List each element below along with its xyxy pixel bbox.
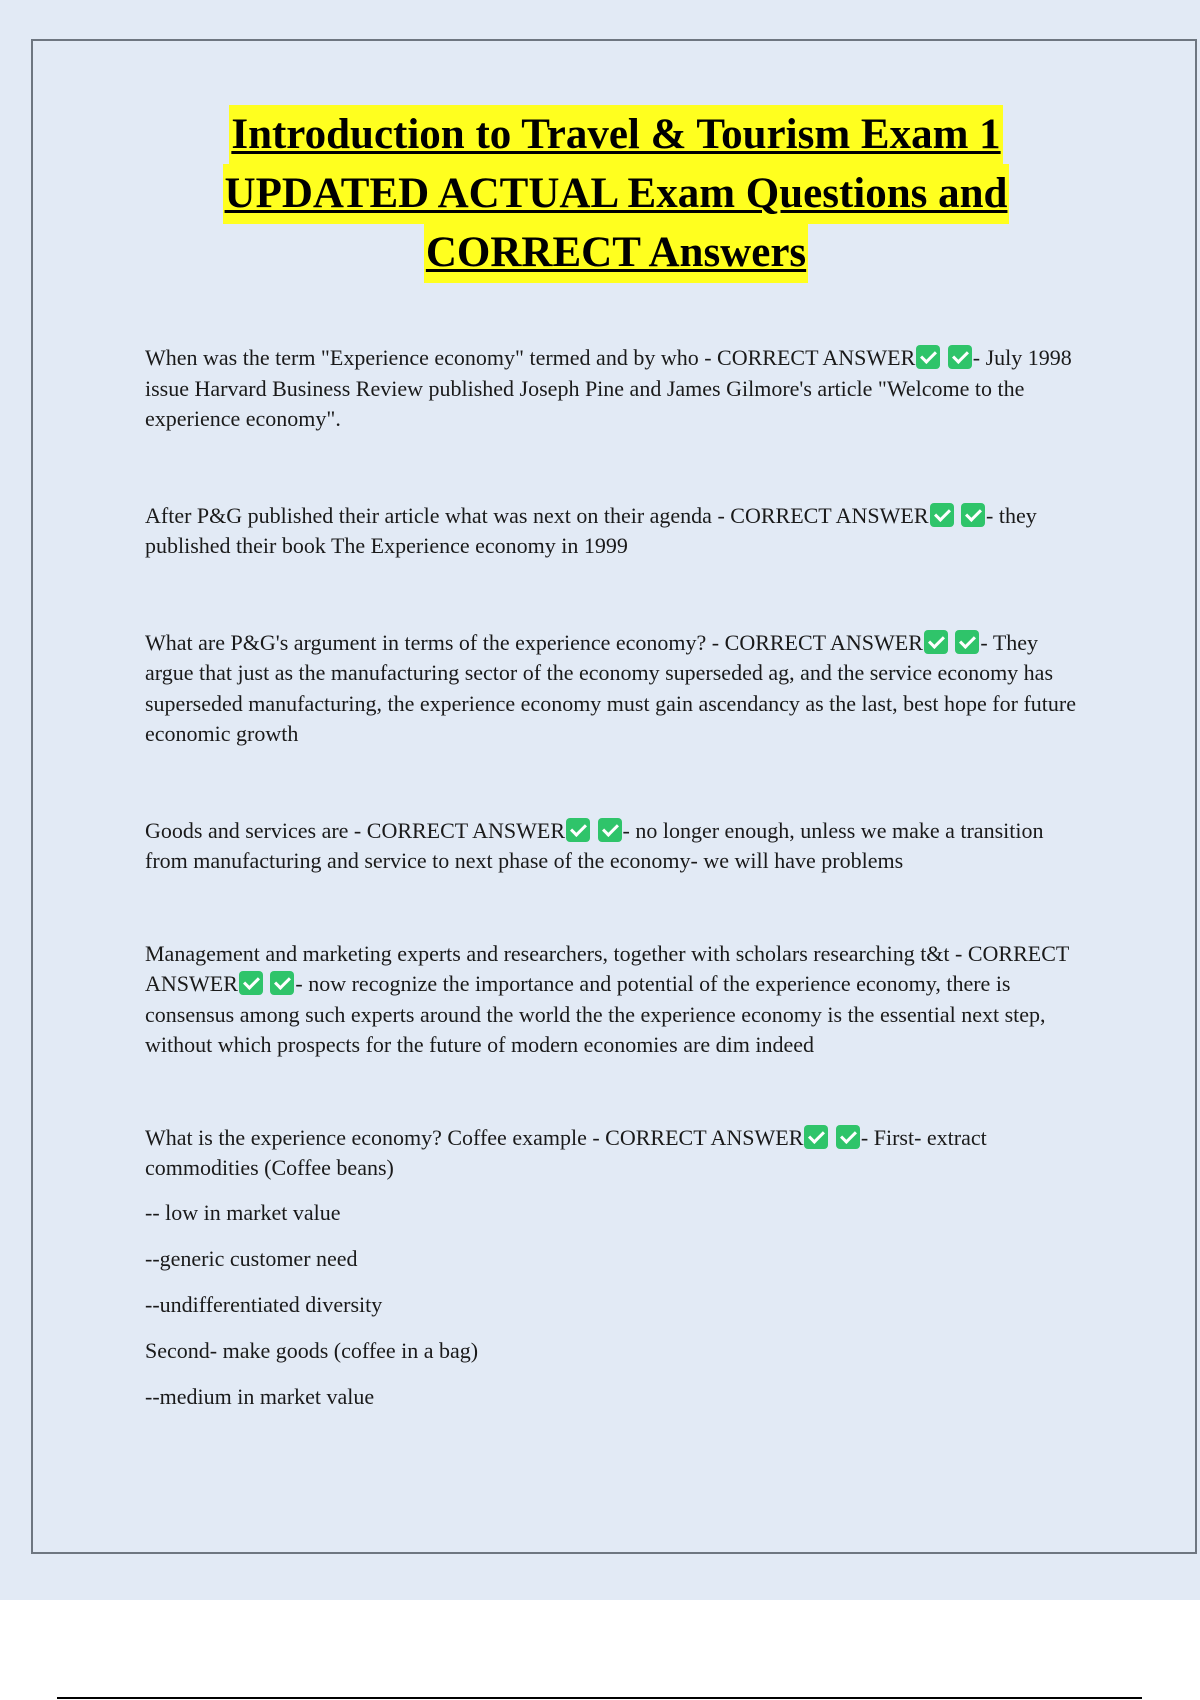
list-line-3: --undifferentiated diversity <box>145 1291 383 1317</box>
check-mark-icon <box>804 1125 828 1149</box>
document-title <box>0 105 1200 282</box>
answer-text: - no longer enough, unless we make a transition from manufacturing and service to next phase of the economy- we will have problems <box>145 817 1044 873</box>
check-mark-icon <box>955 630 979 654</box>
title-line-3: CORRECT Answers <box>424 223 808 283</box>
check-mark-icon <box>930 503 954 527</box>
list-line-2: --generic customer need <box>145 1245 358 1271</box>
question-text: What are P&G's argument in terms of the experience economy? - <box>145 629 725 655</box>
check-mark-icon <box>924 630 948 654</box>
check-mark-icon <box>270 971 294 995</box>
answer-text: - now recognize the importance and potential of the experience economy, there is consensus among such experts around the world the the experience economy is the essential next step, without which prospects for the future of modern economies are dim indeed <box>145 971 1046 1057</box>
answer-text: - July 1998 issue Harvard Business Review published Joseph Pine and James Gilmore's article "Welcome to the experience economy". <box>145 345 1072 431</box>
answer-marker: CORRECT ANSWER <box>366 817 566 843</box>
check-mark-icon <box>566 818 590 842</box>
check-mark-icon <box>598 818 622 842</box>
question-text: After P&G published their article what was next on their agenda - <box>145 502 731 528</box>
answer-marker: CORRECT ANSWER <box>724 629 923 655</box>
document-body <box>145 343 1085 1412</box>
qa-item-5 <box>145 939 1085 1061</box>
qa-item-6 <box>145 1123 1085 1184</box>
list-line-5: --medium in market value <box>145 1383 375 1409</box>
question-text: What is the experience economy? Coffee example - <box>145 1124 606 1150</box>
qa-item-2 <box>145 501 1085 562</box>
answer-text: - First- extract commodities (Coffee beans) <box>145 1124 987 1180</box>
title-line-2: UPDATED ACTUAL Exam Questions and <box>223 164 1010 224</box>
answer-marker: CORRECT ANSWER <box>730 502 929 528</box>
answer-marker: CORRECT ANSWER <box>605 1124 804 1150</box>
qa-item-3 <box>145 628 1085 750</box>
answer-text: - they published their book The Experience economy in 1999 <box>145 502 1037 558</box>
title-line-1: Introduction to Travel & Tourism Exam 1 <box>229 105 1002 165</box>
answer-marker: CORRECT ANSWER <box>717 345 916 370</box>
footer-rule <box>57 1697 1142 1699</box>
list-line-4: Second- make goods (coffee in a bag) <box>145 1337 479 1363</box>
check-mark-icon <box>961 503 985 527</box>
answer-marker: CORRECT ANSWER <box>145 940 1069 996</box>
question-text: Management and marketing experts and researchers, together with scholars researching t&t - <box>145 940 968 966</box>
check-mark-icon <box>239 971 263 995</box>
check-mark-icon <box>948 345 972 369</box>
question-text: Goods and services are - <box>145 817 367 843</box>
qa-item-1 <box>145 343 1085 435</box>
list-line-1: -- low in market value <box>145 1199 341 1225</box>
check-mark-icon <box>836 1125 860 1149</box>
qa-item-4 <box>145 816 1085 877</box>
question-text: When was the term "Experience economy" termed and by who - <box>145 345 718 370</box>
answer-text: - They argue that just as the manufacturing sector of the economy superseded ag, and the service economy has superseded manufacturing, the experience economy must gain ascendancy as the last, best hope for future economic growth <box>145 629 1076 746</box>
check-mark-icon <box>916 345 940 369</box>
